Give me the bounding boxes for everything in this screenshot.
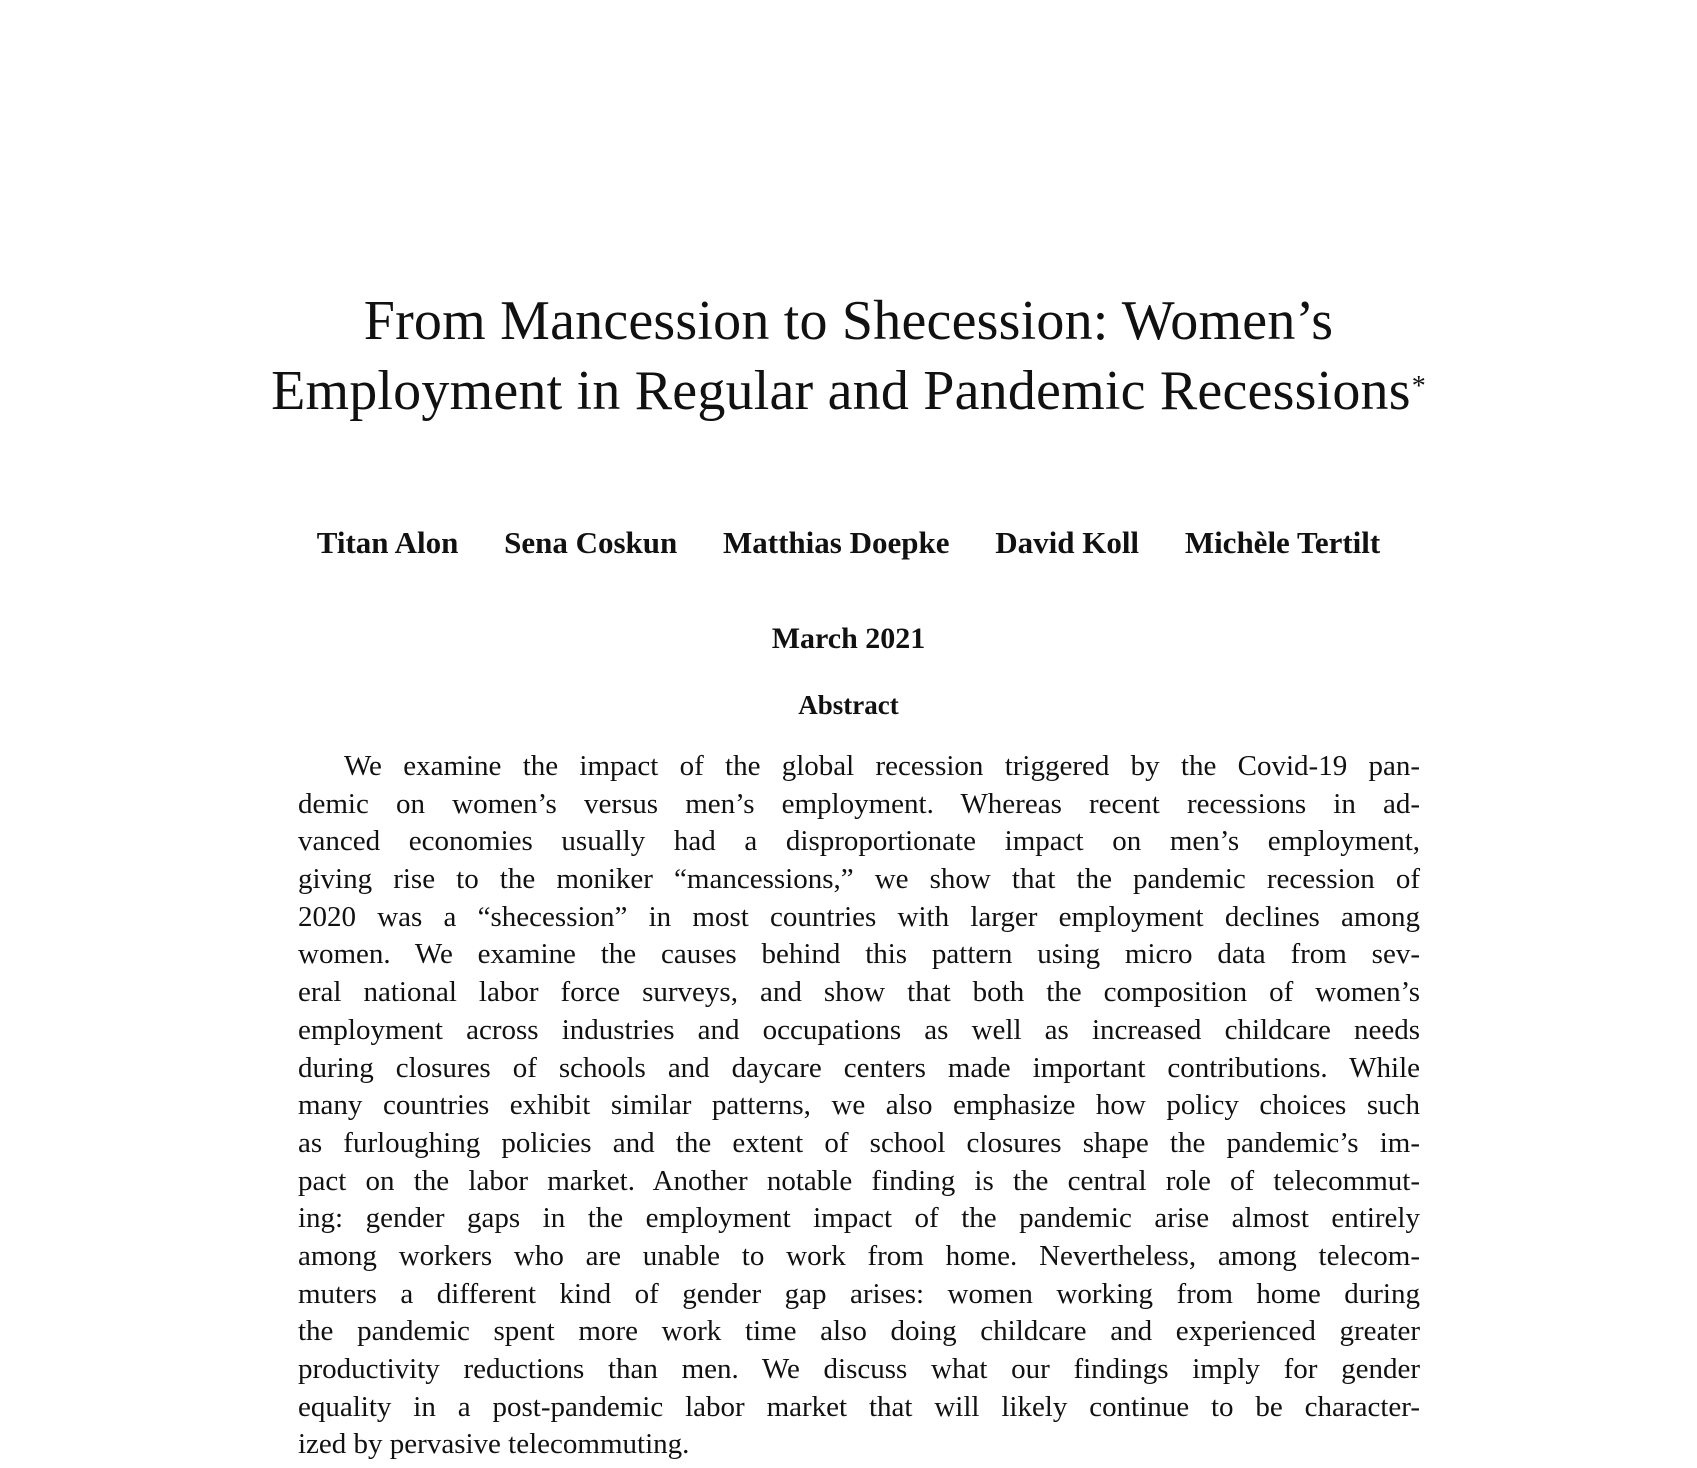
abstract-line: as furloughing policies and the extent of school closures shape the pandemic’s im- — [298, 1126, 1420, 1159]
author-name: Sena Coskun — [504, 525, 678, 560]
abstract-line: vanced economies usually had a disproportionate impact on men’s employment, — [298, 825, 1420, 858]
paper-title — [0, 286, 1697, 426]
paper-date: March 2021 — [771, 622, 926, 655]
abstract-line: women. We examine the causes behind this pattern using micro data from sev- — [298, 938, 1420, 971]
abstract-line: 2020 was a “shecession” in most countries with larger employment declines among — [298, 900, 1420, 933]
author-name: Titan Alon — [316, 525, 459, 560]
abstract-line: muters a different kind of gender gap arises: women working from home during — [298, 1277, 1420, 1310]
abstract-line: eral national labor force surveys, and show that both the composition of women’s — [298, 976, 1420, 1009]
abstract-line: ized by pervasive telecommuting. — [298, 1428, 690, 1461]
author-list — [0, 523, 1697, 563]
author-name: David Koll — [995, 525, 1140, 560]
abstract-line: demic on women’s versus men’s employment. Whereas recent recessions in ad- — [298, 787, 1420, 820]
abstract-line: pact on the labor market. Another notable finding is the central role of telecommut- — [298, 1164, 1420, 1197]
title-footnote-mark[interactable]: * — [1411, 371, 1426, 402]
abstract-line: during closures of schools and daycare centers made important contributions. While — [298, 1051, 1420, 1084]
abstract-line: employment across industries and occupations as well as increased childcare needs — [298, 1013, 1420, 1046]
abstract-line: many countries exhibit similar patterns, we also emphasize how policy choices such — [298, 1089, 1420, 1122]
abstract-line: productivity reductions than men. We discuss what our findings imply for gender — [298, 1353, 1420, 1385]
abstract-heading: Abstract — [798, 690, 899, 720]
abstract-line: ing: gender gaps in the employment impact of the pandemic arise almost entirely — [298, 1202, 1420, 1235]
title-line-2 — [0, 356, 1697, 426]
author-name: Matthias Doepke — [723, 525, 950, 560]
abstract-line: We examine the impact of the global recession triggered by the Covid-19 pan- — [344, 750, 1420, 782]
abstract-body — [298, 748, 1420, 1464]
title-line-2-text: Employment in Regular and Pandemic Recessions — [271, 360, 1411, 422]
author-name: Michèle Tertilt — [1184, 525, 1381, 560]
abstract-line: giving rise to the moniker “mancessions,” we show that the pandemic recession of — [298, 863, 1420, 896]
abstract-line: the pandemic spent more work time also doing childcare and experienced greater — [298, 1315, 1420, 1348]
title-line-1: From Mancession to Shecession: Women’s — [363, 290, 1334, 352]
abstract-line: equality in a post-pandemic labor market that will likely continue to be character- — [298, 1390, 1420, 1423]
abstract-line: among workers who are unable to work from home. Nevertheless, among telecom- — [298, 1239, 1420, 1272]
